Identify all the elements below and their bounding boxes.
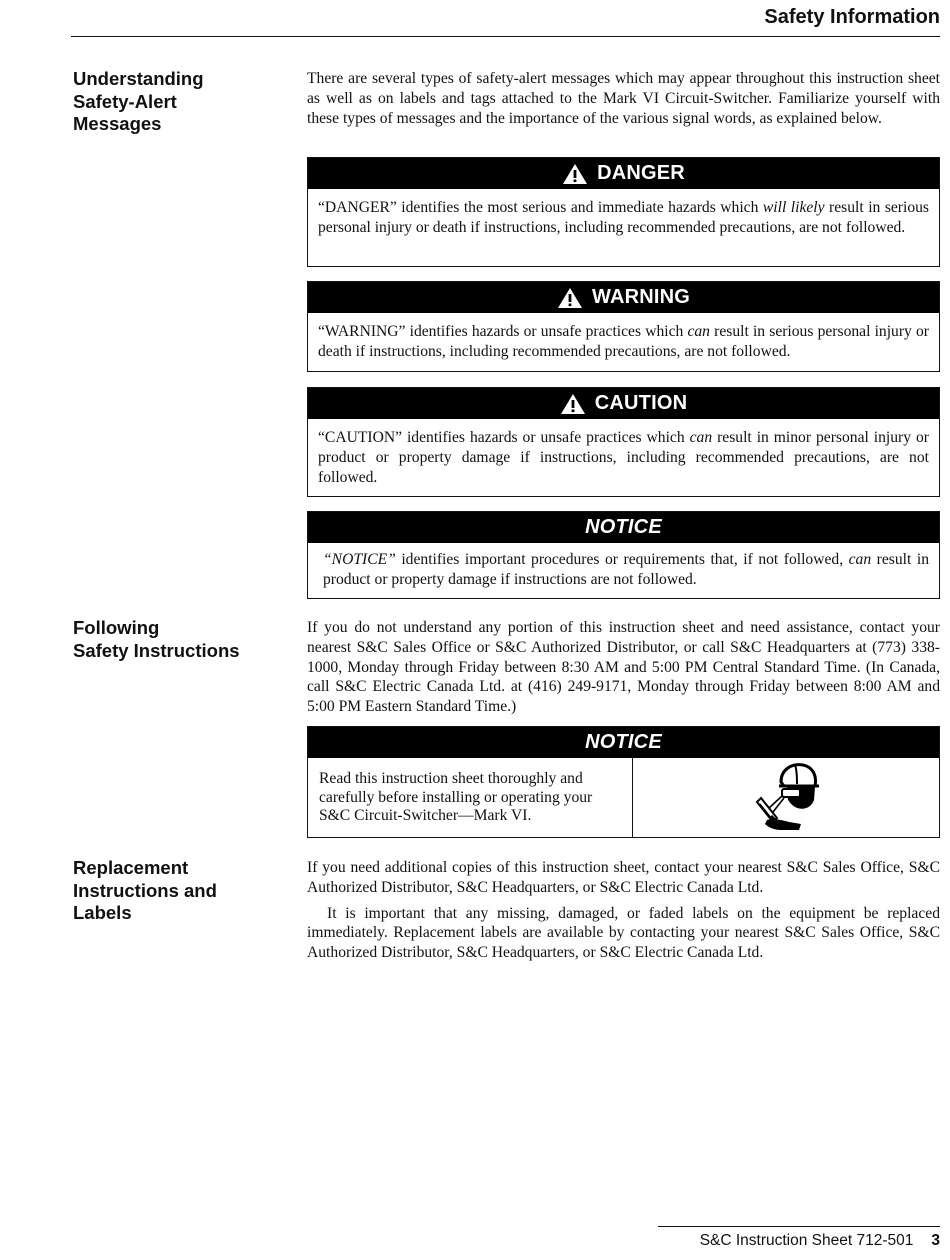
warning-triangle-icon <box>557 287 583 309</box>
footer-doc-title: S&C Instruction Sheet 712-501 <box>699 1232 914 1249</box>
heading-line: Replacement <box>73 857 189 878</box>
notice-read-icon-cell <box>633 758 939 838</box>
caution-description <box>308 419 939 496</box>
notice-text-emphasis: can <box>848 551 872 568</box>
replacement-para-2: It is important that any missing, damaged, or faded labels on the equipment be replaced immediately. Replacement labels are available by contacting your nearest S&C Sales Office, S&C Authorized Distributor, S&C Headquarters, or S&C Electric Canada Ltd. <box>307 904 940 962</box>
warning-text-a: “WARNING” identifies hazards or unsafe practices which <box>318 323 688 340</box>
notice-description <box>308 543 939 599</box>
danger-description <box>308 189 939 247</box>
warning-header-bar <box>308 282 939 313</box>
warning-triangle-icon <box>560 393 586 415</box>
warning-triangle-icon <box>562 163 588 185</box>
caution-text-a: “CAUTION” identifies hazards or unsafe practices which <box>318 429 690 446</box>
caution-label: CAUTION <box>594 392 688 414</box>
notice-text-lead: “NOTICE” <box>323 551 396 568</box>
heading-line: Following <box>73 617 160 638</box>
notice-read-text: Read this instruction sheet thoroughly and carefully before installing or operating your S&C Circuit-Switcher—Mark VI. <box>308 758 633 838</box>
alert-messages-intro-block <box>307 69 940 128</box>
notice-read-label: NOTICE <box>585 731 662 753</box>
section-heading-following <box>73 617 273 662</box>
danger-header-bar <box>308 158 939 189</box>
footer-divider <box>658 1226 940 1227</box>
page-number: 3 <box>931 1232 940 1249</box>
warning-text-b: result in serious personal injury or death if instructions, including recommended precautions, are not followed. <box>318 323 929 360</box>
section-heading-alert-messages <box>73 68 273 136</box>
danger-label: DANGER <box>597 162 685 184</box>
replacement-body-block <box>307 858 940 963</box>
read-manual-icon <box>751 760 821 837</box>
danger-alert-box <box>307 157 940 267</box>
header-divider <box>71 36 940 37</box>
heading-line: Safety Instructions <box>73 639 240 661</box>
following-body: If you do not understand any portion of this instruction sheet and need assistance, contact your nearest S&C Sales Office or S&C Authorized Distributor, or call S&C Headquarters at (773) 338-1000, Monday through Friday between 8:30 AM and 5:00 PM Central Standard Time. (In Canada, call S&C Electric Canada Ltd. at (416) 249-9171, Monday through Friday between 8:00 AM and 5:00 PM Eastern Standard Time.) <box>307 619 940 716</box>
caution-alert-box <box>307 387 940 497</box>
heading-line: Messages <box>73 113 162 134</box>
danger-text-a: “DANGER” identifies the most serious and immediate hazards which <box>318 199 763 216</box>
notice-label: NOTICE <box>585 516 662 538</box>
caution-text-emphasis: can <box>689 429 713 446</box>
warning-label: WARNING <box>591 286 691 308</box>
caution-header-bar <box>308 388 939 419</box>
caution-text-b: result in minor personal injury or product or property damage if instructions, including recommended precautions, are not followed. <box>318 429 929 486</box>
danger-text-b: result in serious personal injury or death if instructions, including recommended precautions, are not followed. <box>318 199 929 236</box>
page-footer <box>700 1232 940 1250</box>
warning-alert-box <box>307 281 940 372</box>
notice-alert-box <box>307 511 940 599</box>
following-body-block <box>307 618 940 717</box>
heading-line: Labels <box>73 902 132 923</box>
notice-text-a: identifies important procedures or requirements that, if not followed, <box>395 551 849 568</box>
notice-read-box <box>307 726 940 838</box>
heading-line: Safety-Alert <box>73 90 177 112</box>
notice-read-grid <box>308 758 939 838</box>
page-header-title: Safety Information <box>764 6 940 28</box>
section-heading-replacement <box>73 857 273 925</box>
alert-messages-intro: There are several types of safety-alert messages which may appear throughout this instruction sheet as well as on labels and tags attached to the Mark VI Circuit-Switcher. Familiarize yourself with these types of messages and the importance of the various signal words, as explained below. <box>307 70 940 127</box>
notice-text-b: result in product or property damage if instructions are not followed. <box>323 551 929 588</box>
warning-description <box>308 313 939 371</box>
heading-line: Understanding <box>73 68 204 89</box>
heading-line: Instructions and <box>73 879 217 901</box>
replacement-para-1: If you need additional copies of this instruction sheet, contact your nearest S&C Sales Office, S&C Authorized Distributor, S&C Headquarters, or S&C Electric Canada Ltd. <box>307 859 940 896</box>
notice-read-header-bar <box>308 727 939 758</box>
warning-text-emphasis: can <box>687 323 710 340</box>
notice-header-bar <box>308 512 939 543</box>
danger-text-emphasis: will likely <box>762 199 825 216</box>
